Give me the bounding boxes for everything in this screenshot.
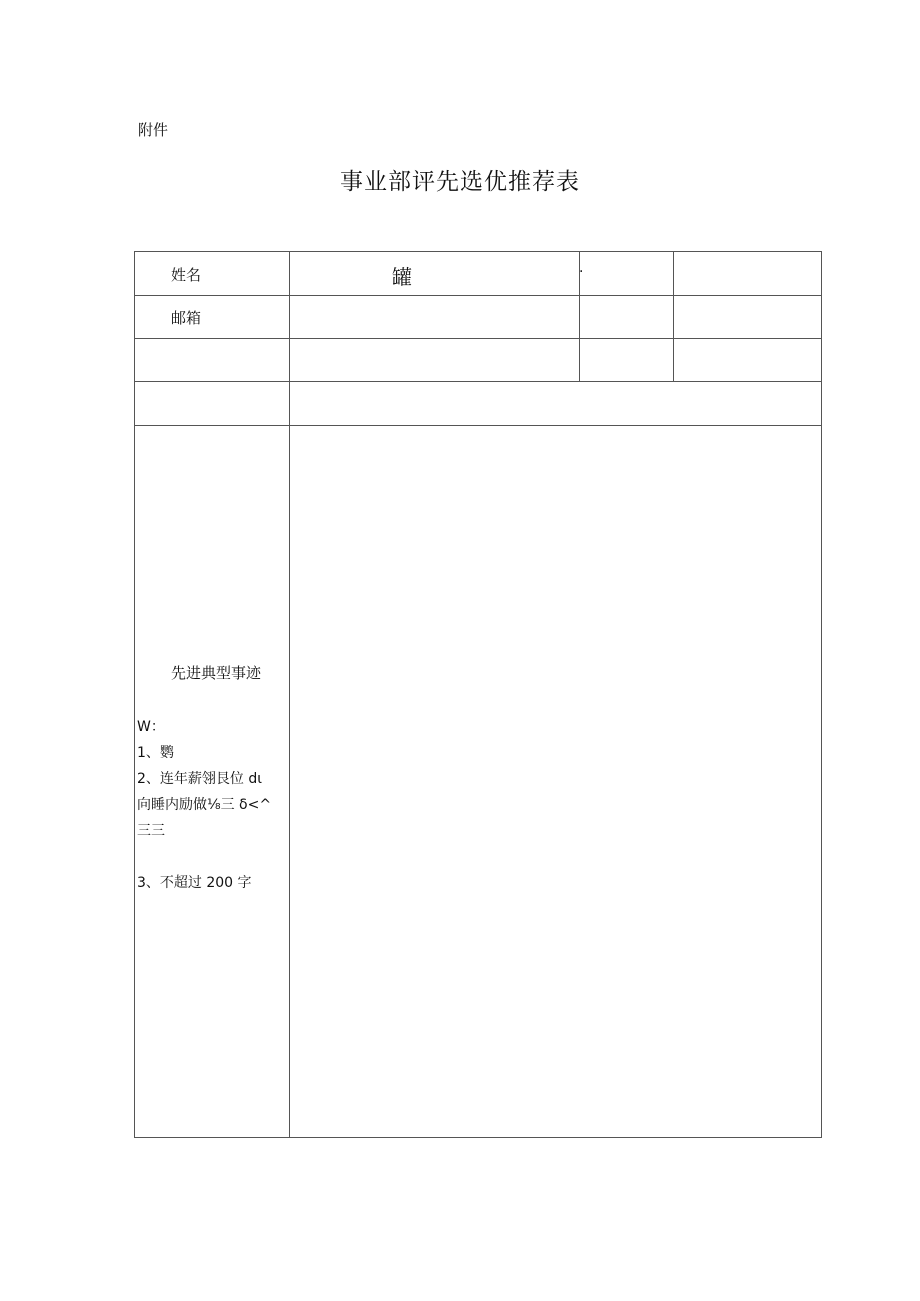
- attachment-label: 附件: [138, 121, 169, 139]
- name-value: 罐: [392, 265, 412, 289]
- notes-item-2-line-3: 三三: [137, 823, 165, 839]
- notes-spacer: [137, 844, 287, 870]
- deeds-label: 先进典型事迹: [171, 664, 262, 682]
- name-mark: ·: [579, 264, 584, 280]
- notes-item-1: 1、鹦: [137, 745, 174, 761]
- notes-item-3: 3、不超过 200 字: [137, 875, 252, 891]
- recommendation-form: [134, 251, 822, 1138]
- row-divider: [135, 425, 821, 426]
- form-title: 事业部评先选优推荐表: [340, 169, 580, 195]
- notes-item-2-line-2: 向睡内励做⅛三 δ<^: [137, 797, 272, 813]
- notes-item-2-line-1: 2、连年薪翎艮位 dι: [137, 771, 262, 787]
- notes-heading: W：: [137, 719, 165, 735]
- row-divider: [135, 381, 821, 382]
- name-label: 姓名: [171, 266, 202, 284]
- column-divider: [673, 252, 674, 381]
- column-divider: [289, 252, 290, 1137]
- row-divider: [135, 295, 821, 296]
- deeds-notes: [137, 714, 287, 896]
- row-divider: [135, 338, 821, 339]
- email-label: 邮箱: [171, 309, 202, 327]
